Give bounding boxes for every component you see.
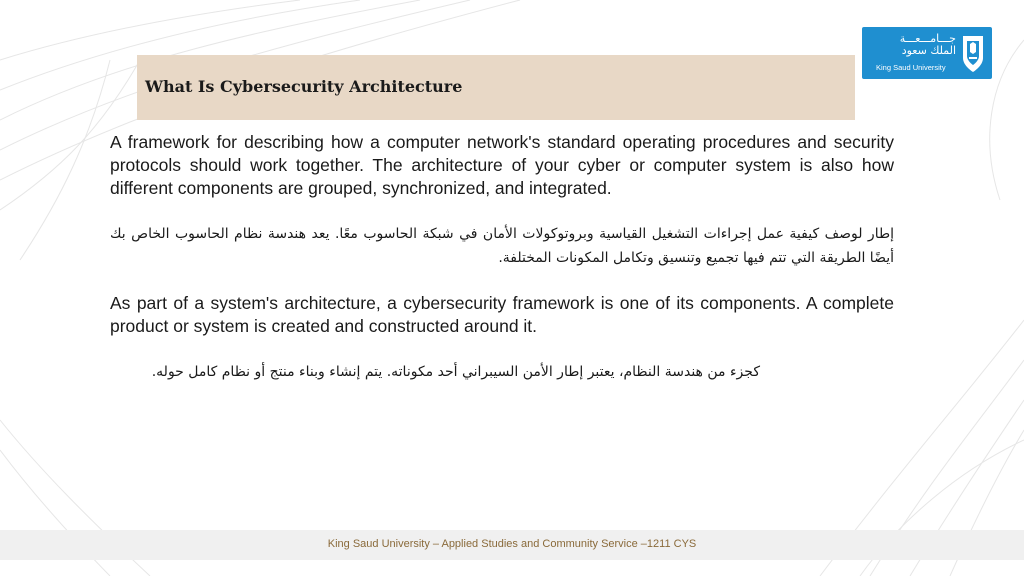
paragraph-1-arabic: إطار لوصف كيفية عمل إجراءات التشغيل القياسية وبروتوكولات الأمان في شبكة الحاسوب معًا. يعد هندسة نظام الحاسوب الخاص بك أيضًا الطريقة التي تتم فيها تجميع وتنسيق وتكامل المكونات المختلفة. [110,226,894,266]
logo-arabic-line2: الملك سعود [901,44,956,57]
footer-text: King Saud University – Applied Studies and Community Service –1211 CYS [327,538,697,550]
page-title: What Is Cybersecurity Architecture [145,77,463,96]
paragraph-1-english: A framework for describing how a computer network's standard operating procedures and security protocols should work together. The architecture of your cyber or computer system is also how different components are grouped, synchronized, and integrated. [110,132,894,198]
paragraph-2-arabic: كجزء من هندسة النظام، يعتبر إطار الأمن السيبراني أحد مكوناته. يتم إنشاء وبناء منتج أو نظام كامل حوله. [151,364,760,380]
university-logo [862,27,992,79]
paragraph-2-english: As part of a system's architecture, a cybersecurity framework is one of its components. A complete product or system is created and constructed around it. [110,293,894,336]
logo-arabic-name [872,33,956,57]
emblem-icon [960,32,986,74]
logo-arabic-line1: جـــامـــعـــة [899,32,956,45]
logo-english-name: King Saud University [876,63,946,72]
title-band [137,55,855,120]
